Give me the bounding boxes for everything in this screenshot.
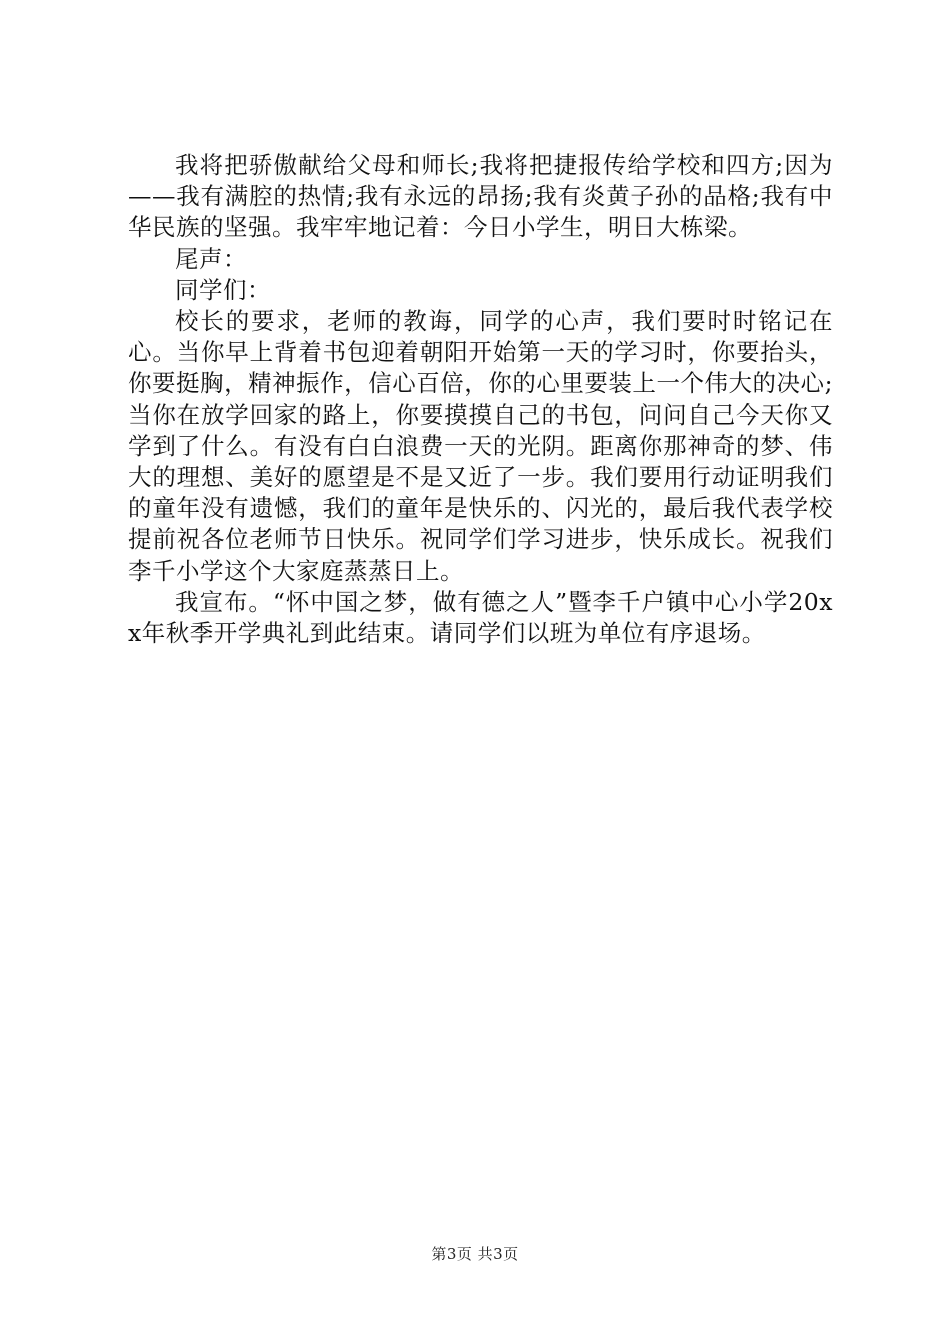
- document-body: [128, 150, 833, 649]
- paragraph-exhortation: 校长的要求，老师的教诲，同学的心声，我们要时时铭记在心。当你早上背着书包迎着朝阳开始第一天的学习时，你要抬头，你要挺胸，精神振作，信心百倍，你的心里要装上一个伟大的决心;当你在放学回家的路上，你要摸摸自己的书包，问问自己今天你又学到了什么。有没有白白浪费一天的光阴。距离你那神奇的梦、伟大的理想、美好的愿望是不是又近了一步。我们要用行动证明我们的童年没有遗憾，我们的童年是快乐的、闪光的，最后我代表学校提前祝各位老师节日快乐。祝同学们学习进步，快乐成长。祝我们李千小学这个大家庭蒸蒸日上。: [128, 307, 833, 585]
- page-number-label: 第3页 共3页: [431, 1245, 519, 1263]
- page-footer: [0, 1243, 950, 1264]
- paragraph-pride: 我将把骄傲献给父母和师长;我将把捷报传给学校和四方;因为——我有满腔的热情;我有永远的昂扬;我有炎黄子孙的品格;我有中华民族的坚强。我牢牢地记着：今日小学生，明日大栋梁。: [128, 151, 833, 242]
- paragraph-epilogue-heading: 尾声：: [175, 244, 247, 273]
- paragraph-closing-announcement: 我宣布。“怀中国之梦，做有德之人”暨李千户镇中心小学20xx年秋季开学典礼到此结束。请同学们以班为单位有序退场。: [128, 587, 833, 648]
- paragraph-greeting: 同学们：: [175, 275, 271, 304]
